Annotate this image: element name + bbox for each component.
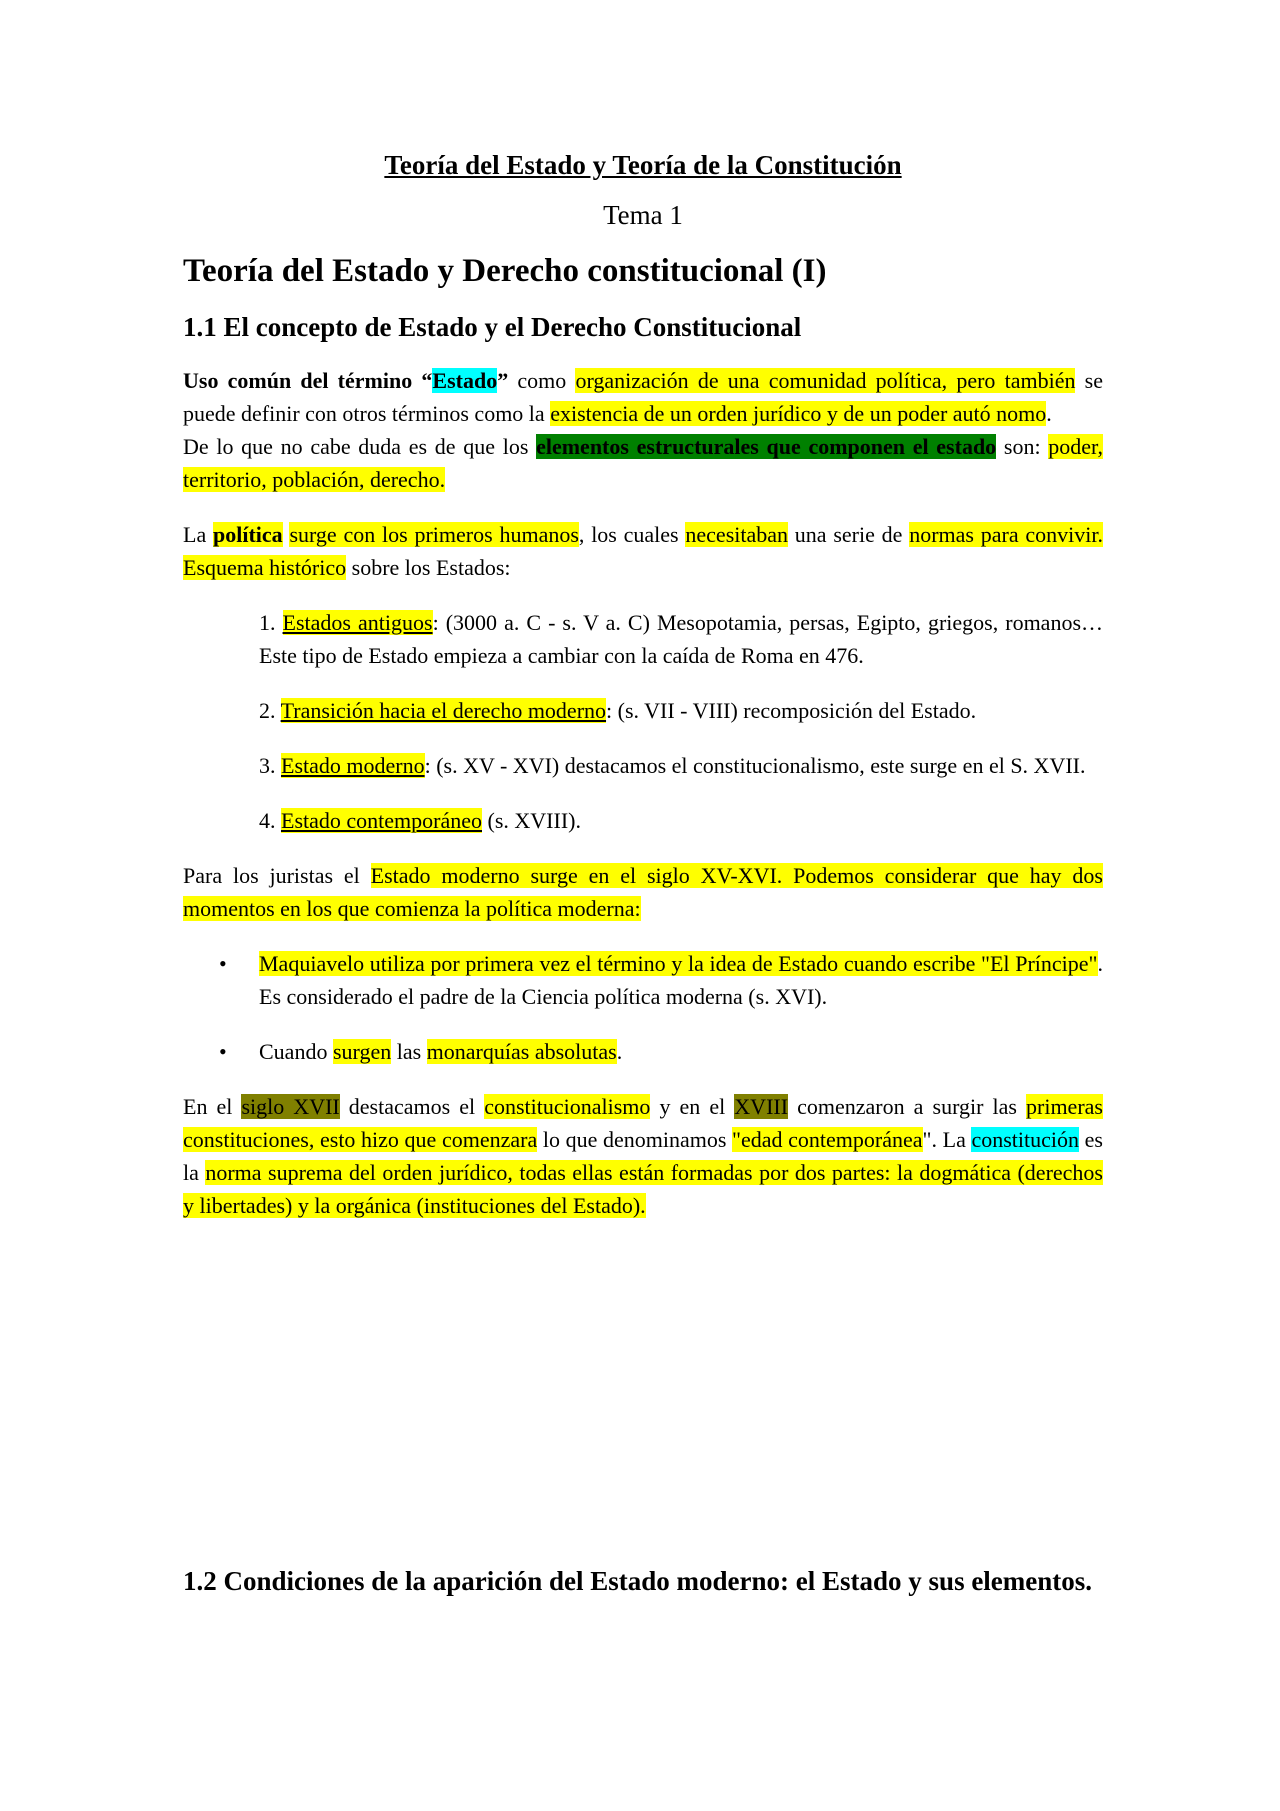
list-number: 1. bbox=[259, 610, 283, 635]
text-span: : bbox=[432, 610, 439, 635]
modern-politics-moments-list bbox=[183, 947, 1103, 1068]
list-item bbox=[219, 1035, 1103, 1068]
highlight-span: poder, territorio, población, derecho. bbox=[183, 434, 1103, 492]
highlight-span: surgen bbox=[332, 1039, 392, 1064]
era-label: Estados antiguos bbox=[282, 610, 433, 635]
highlight-olive: XVIII bbox=[734, 1094, 789, 1119]
document-content bbox=[183, 148, 1103, 1222]
paragraph-politica bbox=[183, 518, 1103, 584]
list-item bbox=[259, 804, 1103, 837]
text-span: y en el bbox=[650, 1094, 735, 1119]
chapter-title: Teoría del Estado y Derecho constitucional (I) bbox=[183, 253, 827, 289]
paragraph-juristas bbox=[183, 859, 1103, 925]
list-item bbox=[219, 947, 1103, 1013]
bullet-icon: • bbox=[219, 951, 227, 976]
highlight-span: existencia de un orden jurídico y de un poder autó nomo bbox=[550, 401, 1047, 426]
bullet-icon: • bbox=[219, 1039, 227, 1064]
highlight-span: normas para convivir. bbox=[909, 522, 1103, 547]
list-number: 2. bbox=[259, 698, 281, 723]
highlight-estado: Estado bbox=[432, 368, 498, 393]
text-span: . bbox=[1046, 401, 1052, 426]
historical-eras-list bbox=[183, 606, 1103, 837]
era-description: (s. XV - XVI) destacamos el constitucionalismo, este surge en el S. XVII. bbox=[430, 753, 1086, 778]
list-number: 4. bbox=[259, 808, 281, 833]
text-span: se puede definir con otros términos como la bbox=[183, 368, 1103, 426]
section-heading-1-1: 1.1 El concepto de Estado y el Derecho Constitucional bbox=[183, 312, 802, 342]
highlight-span: Esquema histórico bbox=[183, 555, 347, 580]
list-item bbox=[259, 749, 1103, 782]
list-number: 3. bbox=[259, 753, 281, 778]
paragraph-estado-definition bbox=[183, 364, 1103, 496]
era-description: (3000 a. C - s. V a. C) Mesopotamia, persas, Egipto, griegos, romanos… Este tipo de Estado empieza a cambiar con la caída de Roma en 476. bbox=[259, 610, 1104, 668]
text-span: De lo que no cabe duda es de que los bbox=[183, 434, 537, 459]
text-span: : bbox=[424, 753, 431, 778]
highlight-span: "edad contemporánea bbox=[732, 1127, 923, 1152]
era-description: (s. XVIII). bbox=[482, 808, 581, 833]
document-subtitle: Tema 1 bbox=[603, 200, 683, 230]
text-span: Para los juristas el bbox=[183, 863, 371, 888]
lead-bold-start: Uso común del término “ bbox=[183, 368, 433, 393]
era-description: (s. VII - VIII) recomposición del Estado. bbox=[612, 698, 977, 723]
text-span: comenzaron a surgir las bbox=[788, 1094, 1026, 1119]
text-span: como bbox=[508, 368, 576, 393]
text-span: ". La bbox=[922, 1127, 972, 1152]
text-span: , los cuales bbox=[578, 522, 686, 547]
section-heading-1-2: 1.2 Condiciones de la aparición del Estado moderno: el Estado y sus elementos. bbox=[183, 1566, 1093, 1596]
document-title: Teoría del Estado y Teoría de la Constitución bbox=[384, 150, 902, 180]
highlight-span: primeras bbox=[1026, 1094, 1103, 1119]
era-label: Estado moderno bbox=[281, 753, 425, 778]
highlight-span: norma suprema del orden jurídico, todas ellas están formadas por dos partes: la dogmática (derechos y libertades) y la orgánica (instituciones del Estado). bbox=[183, 1160, 1103, 1218]
text-span: una serie de bbox=[788, 522, 910, 547]
text-span: . Es considerado el padre de la Ciencia política moderna (s. XVI). bbox=[259, 951, 1103, 1009]
text-span: La bbox=[183, 522, 213, 547]
era-label: Estado contemporáneo bbox=[281, 808, 482, 833]
text-span: lo que denominamos bbox=[537, 1127, 733, 1152]
highlight-constitucion: constitución bbox=[971, 1127, 1080, 1152]
list-item bbox=[259, 694, 1103, 727]
list-item bbox=[259, 606, 1103, 672]
highlight-span: organización de una comunidad política, pero también bbox=[575, 368, 1076, 393]
text-span: En el bbox=[183, 1094, 242, 1119]
text-span: sobre los Estados: bbox=[346, 555, 511, 580]
text-span: son: bbox=[996, 434, 1049, 459]
highlight-span: Maquiavelo utiliza por primera vez el término y la idea de Estado cuando escribe "El Príncipe" bbox=[259, 951, 1098, 976]
highlight-politica: política bbox=[212, 522, 283, 547]
highlight-span: surge con los primeros humanos bbox=[289, 522, 579, 547]
text-span: destacamos el bbox=[339, 1094, 485, 1119]
closing-quote: ” bbox=[497, 368, 509, 393]
era-label: Transición hacia el derecho moderno bbox=[280, 698, 607, 723]
highlight-span: monarquías absolutas bbox=[426, 1039, 617, 1064]
lead-bold-text bbox=[183, 368, 508, 393]
text-span: Cuando bbox=[259, 1039, 333, 1064]
text-span: es la bbox=[183, 1127, 1103, 1185]
highlight-olive: siglo XVII bbox=[241, 1094, 340, 1119]
paragraph-constitucionalismo bbox=[183, 1090, 1103, 1222]
section-1-2-block bbox=[183, 1563, 1103, 1600]
highlight-span: constitucionalismo bbox=[484, 1094, 651, 1119]
text-span: las bbox=[391, 1039, 427, 1064]
highlight-span: necesitaban bbox=[685, 522, 789, 547]
text-span: . bbox=[616, 1039, 623, 1064]
highlight-span: constituciones, esto hizo que comenzara bbox=[183, 1127, 538, 1152]
text-span: : bbox=[606, 698, 613, 723]
highlight-span: Estado moderno surge en el siglo XV-XVI. Podemos considerar que hay dos momentos en los que comienza la política moderna: bbox=[183, 863, 1103, 921]
highlight-structural-elements: elementos estructurales que componen el estado bbox=[536, 434, 997, 459]
